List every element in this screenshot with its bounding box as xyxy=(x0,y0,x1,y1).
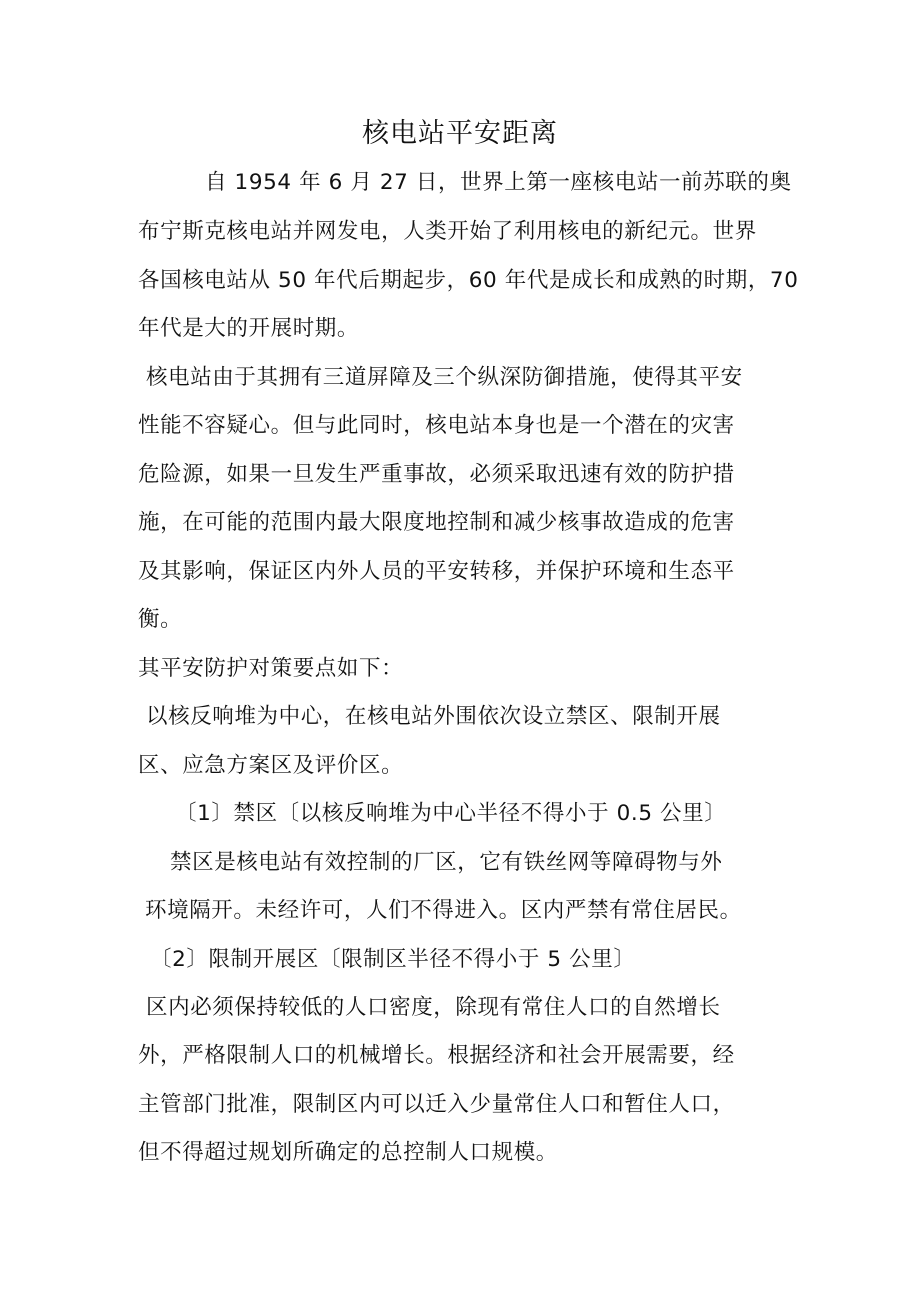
section-heading: 〔1〕禁区〔以核反响堆为中心半径不得小于 0.5 公里〕 xyxy=(175,801,727,826)
text-line: 施，在可能的范围内最大限度地控制和减少核事故造成的危害 xyxy=(138,510,735,535)
text-line: 年代是大的开展时期。 xyxy=(138,316,360,341)
text-line: 布宁斯克核电站并网发电，人类开始了利用核电的新纪元。世界 xyxy=(138,219,757,244)
text-line: 主管部门批准，限制区内可以迁入少量常住人口和暂住人口， xyxy=(138,1092,735,1117)
text-line: 衡。 xyxy=(138,607,183,632)
document-title: 核电站平安距离 xyxy=(362,118,558,149)
text-line: 核电站由于其拥有三道屏障及三个纵深防御措施，使得其平安 xyxy=(146,365,743,390)
section-heading: 〔2〕限制开展区〔限制区半径不得小于 5 公里〕 xyxy=(150,947,636,972)
text-line: 危险源，如果一旦发生严重事故，必须采取迅速有效的防护措 xyxy=(138,462,735,487)
text-line: 外，严格限制人口的机械增长。根据经济和社会开展需要，经 xyxy=(138,1043,735,1068)
text-line: 性能不容疑心。但与此同时，核电站本身也是一个潜在的灾害 xyxy=(138,413,735,438)
text-line: 区内必须保持较低的人口密度，除现有常住人口的自然增长 xyxy=(146,995,721,1020)
text-line: 区、应急方案区及评价区。 xyxy=(138,753,404,778)
text-line: 以核反响堆为中心，在核电站外围依次设立禁区、限制开展 xyxy=(146,704,721,729)
text-line: 环境隔开。未经许可，人们不得进入。区内严禁有常住居民。 xyxy=(145,898,742,923)
text-line: 其平安防护对策要点如下： xyxy=(138,656,404,681)
text-line: 自 1954 年 6 月 27 日，世界上第一座核电站一前苏联的奥 xyxy=(205,170,792,195)
text-line: 但不得超过规划所确定的总控制人口规模。 xyxy=(138,1140,558,1165)
text-line: 各国核电站从 50 年代后期起步，60 年代是成长和成熟的时期，70 xyxy=(138,268,799,293)
text-line: 禁区是核电站有效控制的厂区，它有铁丝网等障碍物与外 xyxy=(170,850,723,875)
text-line: 及其影响，保证区内外人员的平安转移，并保护环境和生态平 xyxy=(138,559,735,584)
